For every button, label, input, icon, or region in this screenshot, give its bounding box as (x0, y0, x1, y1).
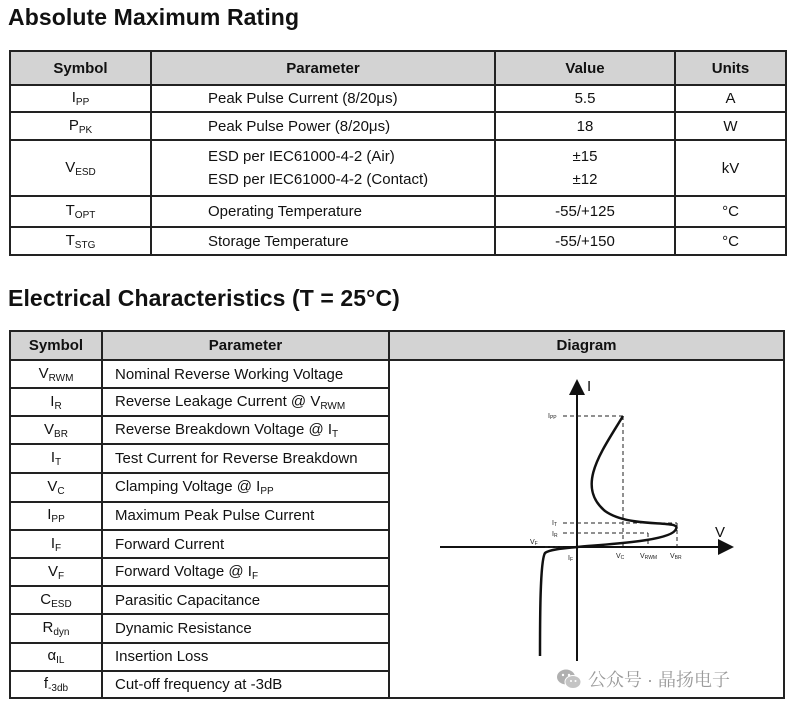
parameter-cell: Test Current for Reverse Breakdown (102, 444, 389, 472)
symbol-cell: $V_{RWM}$ (10, 360, 102, 388)
symbol-cell: $T_{STG}$ (10, 227, 151, 255)
symbol-cell: $T_{OPT}$ (10, 196, 151, 227)
ipp-label: IPP (548, 413, 557, 421)
header-symbol: Symbol (10, 51, 151, 85)
header-parameter: Parameter (151, 51, 495, 85)
vc-label: VC (616, 553, 625, 561)
table-row (10, 140, 786, 196)
header-units: Units (675, 51, 786, 85)
table-row (10, 85, 786, 112)
header-value: Value (495, 51, 675, 85)
symbol-cell: $V_F$ (10, 558, 102, 586)
ec-title: Electrical Characteristics (T = 25°C) (8, 285, 400, 311)
v-axis-label: V (715, 524, 726, 541)
unit-cell: W (675, 112, 786, 140)
symbol-cell: $I_R$ (10, 388, 102, 416)
parameter-cell: Dynamic Resistance (102, 614, 389, 642)
symbol-cell: $f_{-3db}$ (10, 671, 102, 698)
it-label: IT (552, 520, 558, 528)
symbol-cell: $V_C$ (10, 473, 102, 502)
symbol-cell: $I_T$ (10, 444, 102, 472)
vf-label: VF (530, 539, 538, 547)
table-row (10, 196, 786, 227)
header-symbol: Symbol (10, 331, 102, 360)
value-cell (495, 140, 675, 196)
parameter-cell: Operating Temperature (151, 196, 495, 227)
table-header-row (10, 51, 786, 85)
parameter-cell: Cut-off frequency at -3dB (102, 671, 389, 698)
forward-conduction-curve (540, 547, 577, 656)
value-cell: -55/+150 (495, 227, 675, 255)
parameter-line-contact: ESD per IEC61000-4-2 (Contact) (208, 171, 429, 188)
symbol-cell: $I_F$ (10, 530, 102, 558)
symbol-cell: $V_{BR}$ (10, 416, 102, 444)
symbol-cell: $C_{ESD}$ (10, 586, 102, 614)
watermark-text: 公众号 · 晶扬电子 (588, 670, 730, 690)
unit-cell: A (675, 85, 786, 112)
parameter-cell: Forward Voltage @ $I_F$ (102, 558, 389, 586)
amr-title: Absolute Maximum Rating (8, 4, 300, 30)
parameter-cell: Clamping Voltage @ $I_{PP}$ (102, 473, 389, 502)
unit-cell: °C (675, 196, 786, 227)
table-header-row (10, 331, 784, 360)
ir-label: IR (552, 531, 558, 539)
symbol-cell: $R_{dyn}$ (10, 614, 102, 642)
unit-cell: kV (675, 140, 786, 196)
value-cell: 18 (495, 112, 675, 140)
i-axis-label: I (587, 378, 592, 395)
symbol-cell: $\alpha_{IL}$ (10, 643, 102, 671)
header-diagram: Diagram (389, 331, 784, 360)
unit-cell: °C (675, 227, 786, 255)
iv-diagram-cell (389, 360, 784, 698)
parameter-cell: Storage Temperature (151, 227, 495, 255)
parameter-cell: Insertion Loss (102, 643, 389, 671)
symbol-cell: $I_{PP}$ (10, 85, 151, 112)
table-row (10, 112, 786, 140)
parameter-cell (151, 140, 495, 196)
vbr-label: VBR (670, 553, 682, 561)
watermark (556, 666, 730, 692)
symbol-cell: $I_{PP}$ (10, 502, 102, 530)
parameter-cell: Forward Current (102, 530, 389, 558)
parameter-cell: Maximum Peak Pulse Current (102, 502, 389, 530)
symbol-cell: $P_{PK}$ (10, 112, 151, 140)
value-cell: -55/+125 (495, 196, 675, 227)
if-label: IF (568, 555, 574, 563)
value-contact: ±12 (572, 171, 598, 188)
parameter-cell: Peak Pulse Current (8/20μs) (151, 85, 495, 112)
value-air: ±15 (572, 148, 598, 165)
parameter-cell: Parasitic Capacitance (102, 586, 389, 614)
electrical-characteristics-table (9, 330, 785, 699)
parameter-cell: Peak Pulse Power (8/20μs) (151, 112, 495, 140)
reverse-breakdown-curve (577, 416, 676, 547)
parameter-cell: Nominal Reverse Working Voltage (102, 360, 389, 388)
parameter-cell: Reverse Breakdown Voltage @ $I_T$ (102, 416, 389, 444)
parameter-line-air: ESD per IEC61000-4-2 (Air) (208, 148, 395, 165)
table-row (10, 227, 786, 255)
absolute-maximum-rating-table (9, 50, 787, 256)
vrwm-label: VRWM (640, 553, 658, 561)
parameter-cell: Reverse Leakage Current @ $V_{RWM}$ (102, 388, 389, 416)
header-parameter: Parameter (102, 331, 389, 360)
iv-characteristic-diagram (390, 361, 783, 697)
table-row (10, 360, 784, 388)
symbol-cell: $V_{ESD}$ (10, 140, 151, 196)
wechat-icon (556, 668, 582, 690)
value-cell: 5.5 (495, 85, 675, 112)
